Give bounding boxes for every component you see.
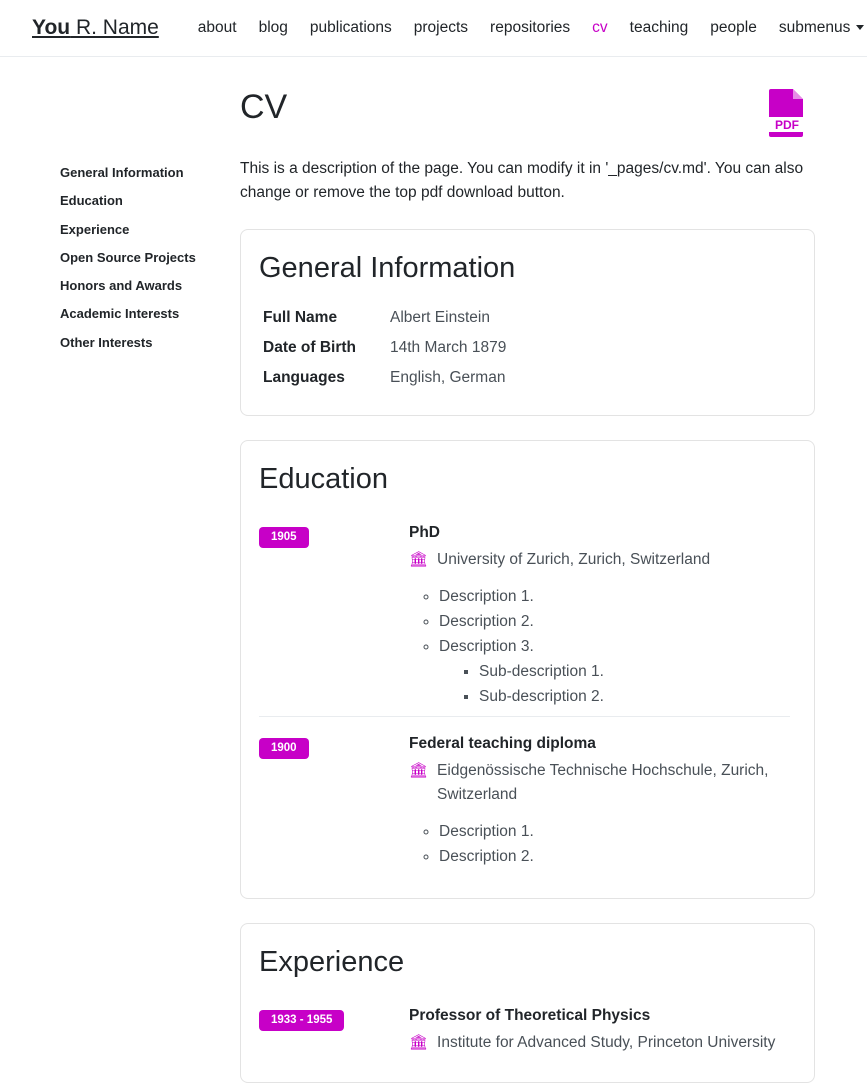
list-item: ▪ Sub-description 2. xyxy=(479,685,786,709)
info-key-date-of-birth: Date of Birth xyxy=(263,339,356,357)
info-value-date-of-birth: 14th March 1879 xyxy=(390,339,507,357)
pdf-file-icon xyxy=(765,118,809,142)
table-row xyxy=(259,333,516,363)
entry-description-list xyxy=(409,585,786,709)
general-information-table xyxy=(259,303,516,393)
entry-body xyxy=(409,1007,790,1054)
page-description: This is a description of the page. You can modify it in '_pages/cv.md'. You can also change or remove the top pdf download button. xyxy=(240,160,804,202)
site-brand[interactable] xyxy=(32,16,159,40)
entry-subdescription-list xyxy=(439,660,786,709)
entry-organization-text: Eidgenössische Technische Hochschule, Zurich, Switzerland xyxy=(437,762,769,803)
nav-link-cv[interactable]: cv xyxy=(592,19,608,36)
entry-organization xyxy=(409,1031,786,1054)
download-pdf-button[interactable] xyxy=(765,87,809,139)
list-item: ◦ Description 1. xyxy=(439,585,786,609)
section-heading-general-information: General Information xyxy=(259,252,516,285)
nav-link-publications[interactable]: publications xyxy=(309,19,392,36)
section-heading-experience: Experience xyxy=(259,945,405,978)
page-header xyxy=(240,87,815,139)
table-row xyxy=(259,363,516,393)
entry-title: PhD xyxy=(409,524,440,542)
nav-link-teaching[interactable]: teaching xyxy=(629,19,689,36)
nav-link-repositories[interactable]: repositories xyxy=(490,19,571,36)
entry-body xyxy=(409,735,790,870)
svg-text:PDF: PDF xyxy=(775,118,799,132)
card-experience xyxy=(240,923,815,1083)
main-content xyxy=(240,87,867,1083)
timeline-entry xyxy=(259,997,790,1060)
timeline-entry xyxy=(259,716,790,876)
sidebar-item-honors-and-awards[interactable]: Honors and Awards xyxy=(60,278,183,293)
date-badge: 1933 - 1955 xyxy=(259,1010,344,1031)
entry-organization-text: University of Zurich, Zurich, Switzerland xyxy=(437,551,711,569)
info-value-languages: English, German xyxy=(390,369,506,387)
timeline-entry xyxy=(259,514,790,716)
table-row xyxy=(259,303,516,333)
card-general-information xyxy=(240,229,815,416)
info-value-full-name: Albert Einstein xyxy=(390,309,490,327)
info-key-full-name: Full Name xyxy=(263,309,338,327)
list-item: ◦ Description 2. xyxy=(439,845,786,869)
page-title: CV xyxy=(240,88,288,126)
nav-links xyxy=(187,13,867,43)
list-item: ◦ Description 2. xyxy=(439,610,786,634)
page-body xyxy=(0,57,867,1083)
nav-link-people[interactable]: people xyxy=(710,19,757,36)
list-item: ◦ Description 3. xyxy=(439,635,786,659)
entry-date xyxy=(259,735,409,870)
date-badge: 1905 xyxy=(259,527,309,548)
entry-organization xyxy=(409,548,786,571)
nav-link-submenus[interactable]: submenus xyxy=(768,13,867,43)
list-item: ◦ Description 1. xyxy=(439,820,786,844)
entry-body xyxy=(409,524,790,710)
nav-link-blog[interactable]: blog xyxy=(258,19,288,36)
info-key-languages: Languages xyxy=(263,369,345,387)
entry-title: Federal teaching diploma xyxy=(409,735,596,753)
institution-icon: 🏛 xyxy=(409,1033,429,1051)
list-item: ▪ Sub-description 1. xyxy=(479,660,786,684)
nav-link-projects[interactable]: projects xyxy=(413,19,469,36)
entry-title: Professor of Theoretical Physics xyxy=(409,1006,651,1024)
section-sidebar xyxy=(0,87,240,1083)
entry-date xyxy=(259,1007,409,1054)
section-heading-education: Education xyxy=(259,463,388,496)
brand-first-name: You xyxy=(32,16,71,39)
entry-description-list xyxy=(409,820,786,869)
brand-last-name: R. Name xyxy=(70,16,159,39)
entry-organization xyxy=(409,759,786,806)
card-education xyxy=(240,440,815,899)
sidebar-item-academic-interests[interactable]: Academic Interests xyxy=(60,306,180,322)
sidebar-item-general-information[interactable]: General Information xyxy=(60,165,184,180)
date-badge: 1900 xyxy=(259,738,309,759)
sidebar-item-other-interests[interactable]: Other Interests xyxy=(60,334,153,350)
top-navbar xyxy=(0,0,867,57)
entry-date xyxy=(259,524,409,710)
entry-organization-text: Institute for Advanced Study, Princeton University xyxy=(437,1033,776,1051)
nav-link-about[interactable]: about xyxy=(197,19,237,36)
sidebar-item-education[interactable]: Education xyxy=(60,193,123,209)
institution-icon: 🏛 xyxy=(409,762,429,780)
sidebar-item-open-source-projects[interactable]: Open Source Projects xyxy=(60,249,196,265)
sidebar-item-experience[interactable]: Experience xyxy=(60,221,130,237)
institution-icon: 🏛 xyxy=(409,551,429,569)
